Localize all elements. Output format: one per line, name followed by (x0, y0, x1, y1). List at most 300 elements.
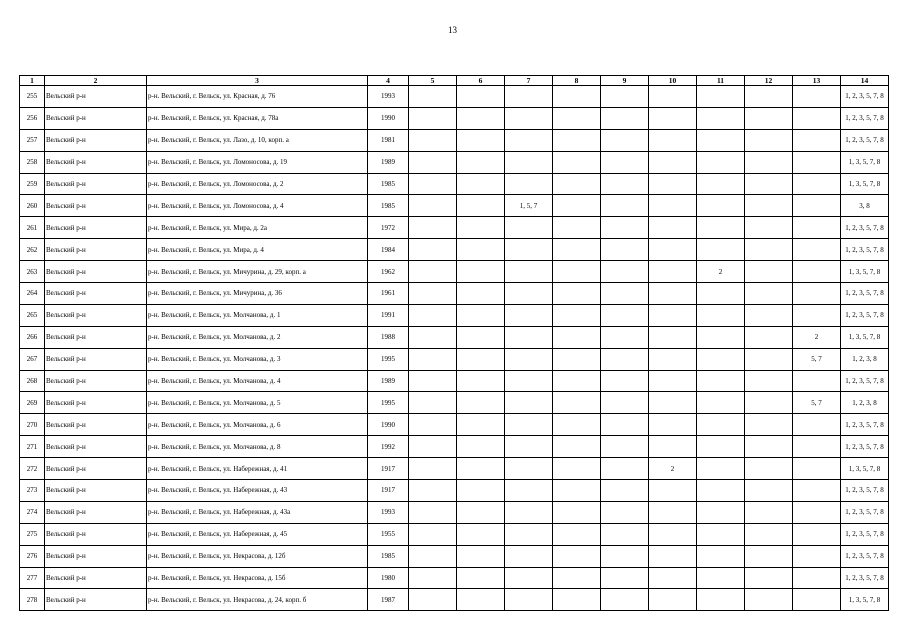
district-cell: Вельский р-н (45, 567, 147, 589)
mark-cell (409, 480, 457, 502)
table-row (20, 545, 889, 567)
mark-cell (745, 523, 793, 545)
mark-cell (409, 589, 457, 611)
mark-cell (457, 501, 505, 523)
table-row (20, 414, 889, 436)
mark-cell (745, 436, 793, 458)
year-cell: 1981 (368, 129, 409, 151)
mark-cell (793, 370, 841, 392)
district-cell: Вельский р-н (45, 261, 147, 283)
mark-cell (409, 545, 457, 567)
column-14-cell: 1, 2, 3, 5, 7, 8 (841, 217, 889, 239)
mark-cell (793, 129, 841, 151)
mark-cell (697, 86, 745, 108)
mark-cell (745, 501, 793, 523)
mark-cell (505, 239, 553, 261)
year-cell: 1987 (368, 589, 409, 611)
mark-cell (601, 567, 649, 589)
row-number-cell: 271 (20, 436, 45, 458)
year-cell: 1989 (368, 370, 409, 392)
year-cell: 1984 (368, 239, 409, 261)
district-cell: Вельский р-н (45, 348, 147, 370)
mark-cell (457, 107, 505, 129)
mark-cell: 5, 7 (793, 392, 841, 414)
district-cell: Вельский р-н (45, 458, 147, 480)
row-number-cell: 260 (20, 195, 45, 217)
mark-cell (697, 217, 745, 239)
address-cell: р-н. Вельский, г. Вельск, ул. Красная, д. 76 (147, 86, 368, 108)
mark-cell (697, 239, 745, 261)
mark-cell (649, 261, 697, 283)
district-cell: Вельский р-н (45, 523, 147, 545)
mark-cell (505, 304, 553, 326)
row-number-cell: 263 (20, 261, 45, 283)
mark-cell: 5, 7 (793, 348, 841, 370)
mark-cell (457, 151, 505, 173)
mark-cell (649, 589, 697, 611)
mark-cell (649, 86, 697, 108)
address-cell: р-н. Вельский, г. Вельск, ул. Молчанова, д. 2 (147, 326, 368, 348)
address-cell: р-н. Вельский, г. Вельск, ул. Красная, д. 78а (147, 107, 368, 129)
mark-cell (457, 589, 505, 611)
row-number-cell: 261 (20, 217, 45, 239)
mark-cell (601, 283, 649, 305)
mark-cell (553, 129, 601, 151)
column-14-cell: 1, 2, 3, 5, 7, 8 (841, 107, 889, 129)
mark-cell (505, 86, 553, 108)
mark-cell (697, 480, 745, 502)
address-cell: р-н. Вельский, г. Вельск, ул. Ломоносова, д. 2 (147, 173, 368, 195)
mark-cell (601, 458, 649, 480)
mark-cell (457, 239, 505, 261)
mark-cell: 2 (793, 326, 841, 348)
mark-cell (505, 173, 553, 195)
mark-cell (601, 326, 649, 348)
mark-cell (553, 348, 601, 370)
district-cell: Вельский р-н (45, 239, 147, 261)
year-cell: 1972 (368, 217, 409, 239)
mark-cell (697, 523, 745, 545)
row-number-cell: 256 (20, 107, 45, 129)
mark-cell (697, 304, 745, 326)
district-cell: Вельский р-н (45, 392, 147, 414)
header-cell: 4 (368, 76, 409, 86)
mark-cell (409, 151, 457, 173)
year-cell: 1955 (368, 523, 409, 545)
mark-cell (505, 458, 553, 480)
year-cell: 1988 (368, 326, 409, 348)
district-cell: Вельский р-н (45, 436, 147, 458)
mark-cell (697, 107, 745, 129)
column-14-cell: 1, 3, 5, 7, 8 (841, 261, 889, 283)
year-cell: 1993 (368, 501, 409, 523)
mark-cell (601, 523, 649, 545)
mark-cell (745, 458, 793, 480)
mark-cell (649, 283, 697, 305)
address-cell: р-н. Вельский, г. Вельск, ул. Мира, д. 4 (147, 239, 368, 261)
year-cell: 1993 (368, 86, 409, 108)
mark-cell (793, 458, 841, 480)
mark-cell (553, 304, 601, 326)
mark-cell (601, 239, 649, 261)
mark-cell (505, 129, 553, 151)
row-number-cell: 264 (20, 283, 45, 305)
mark-cell (409, 414, 457, 436)
year-cell: 1961 (368, 283, 409, 305)
district-cell: Вельский р-н (45, 107, 147, 129)
mark-cell (553, 239, 601, 261)
mark-cell (553, 195, 601, 217)
table-row (20, 370, 889, 392)
mark-cell (697, 283, 745, 305)
address-cell: р-н. Вельский, г. Вельск, ул. Молчанова, д. 8 (147, 436, 368, 458)
year-cell: 1992 (368, 436, 409, 458)
mark-cell (649, 239, 697, 261)
table-row (20, 436, 889, 458)
mark-cell (409, 173, 457, 195)
address-cell: р-н. Вельский, г. Вельск, ул. Некрасова, д. 15б (147, 567, 368, 589)
mark-cell (553, 173, 601, 195)
mark-cell (457, 567, 505, 589)
address-cell: р-н. Вельский, г. Вельск, ул. Некрасова, д. 12б (147, 545, 368, 567)
mark-cell (649, 523, 697, 545)
mark-cell (697, 414, 745, 436)
header-cell: 8 (553, 76, 601, 86)
row-number-cell: 268 (20, 370, 45, 392)
district-cell: Вельский р-н (45, 151, 147, 173)
header-cell: 12 (745, 76, 793, 86)
mark-cell (745, 326, 793, 348)
mark-cell (745, 239, 793, 261)
mark-cell (553, 567, 601, 589)
year-cell: 1995 (368, 348, 409, 370)
mark-cell (649, 217, 697, 239)
mark-cell (697, 458, 745, 480)
mark-cell (409, 458, 457, 480)
address-cell: р-н. Вельский, г. Вельск, ул. Молчанова, д. 1 (147, 304, 368, 326)
mark-cell (745, 392, 793, 414)
mark-cell (601, 414, 649, 436)
table-row (20, 392, 889, 414)
mark-cell (745, 129, 793, 151)
table-row (20, 195, 889, 217)
address-cell: р-н. Вельский, г. Вельск, ул. Набережная, д. 43а (147, 501, 368, 523)
header-cell: 14 (841, 76, 889, 86)
mark-cell (745, 151, 793, 173)
year-cell: 1995 (368, 392, 409, 414)
district-cell: Вельский р-н (45, 283, 147, 305)
mark-cell (649, 480, 697, 502)
mark-cell (649, 304, 697, 326)
year-cell: 1917 (368, 480, 409, 502)
mark-cell (649, 326, 697, 348)
table-body (20, 86, 889, 611)
year-cell: 1962 (368, 261, 409, 283)
district-cell: Вельский р-н (45, 414, 147, 436)
mark-cell (745, 261, 793, 283)
mark-cell (505, 283, 553, 305)
district-cell: Вельский р-н (45, 217, 147, 239)
table-row (20, 567, 889, 589)
mark-cell (409, 217, 457, 239)
mark-cell (697, 436, 745, 458)
mark-cell (649, 501, 697, 523)
header-row (20, 76, 889, 86)
mark-cell (505, 589, 553, 611)
mark-cell: 1, 5, 7 (505, 195, 553, 217)
mark-cell (553, 326, 601, 348)
mark-cell (457, 436, 505, 458)
table-row (20, 304, 889, 326)
mark-cell (745, 370, 793, 392)
header-cell: 6 (457, 76, 505, 86)
district-cell: Вельский р-н (45, 589, 147, 611)
table-row (20, 589, 889, 611)
mark-cell (409, 261, 457, 283)
mark-cell (409, 392, 457, 414)
table-row (20, 348, 889, 370)
row-number-cell: 269 (20, 392, 45, 414)
row-number-cell: 267 (20, 348, 45, 370)
mark-cell (457, 370, 505, 392)
address-cell: р-н. Вельский, г. Вельск, ул. Молчанова, д. 4 (147, 370, 368, 392)
mark-cell (553, 86, 601, 108)
address-cell: р-н. Вельский, г. Вельск, ул. Ломоносова, д. 4 (147, 195, 368, 217)
column-14-cell: 1, 2, 3, 5, 7, 8 (841, 501, 889, 523)
mark-cell (409, 129, 457, 151)
mark-cell (505, 523, 553, 545)
mark-cell (745, 86, 793, 108)
mark-cell (601, 545, 649, 567)
mark-cell (457, 414, 505, 436)
mark-cell (505, 480, 553, 502)
mark-cell (457, 195, 505, 217)
year-cell: 1985 (368, 195, 409, 217)
mark-cell (649, 195, 697, 217)
address-cell: р-н. Вельский, г. Вельск, ул. Мичурина, д. 29, корп. а (147, 261, 368, 283)
row-number-cell: 258 (20, 151, 45, 173)
column-14-cell: 1, 3, 5, 7, 8 (841, 589, 889, 611)
column-14-cell: 3, 8 (841, 195, 889, 217)
year-cell: 1985 (368, 173, 409, 195)
mark-cell (409, 567, 457, 589)
header-cell: 9 (601, 76, 649, 86)
column-14-cell: 1, 2, 3, 5, 7, 8 (841, 370, 889, 392)
mark-cell (697, 326, 745, 348)
table-row (20, 501, 889, 523)
column-14-cell: 1, 2, 3, 5, 7, 8 (841, 304, 889, 326)
mark-cell (505, 501, 553, 523)
mark-cell (601, 107, 649, 129)
mark-cell (409, 107, 457, 129)
mark-cell (457, 392, 505, 414)
year-cell: 1989 (368, 151, 409, 173)
row-number-cell: 278 (20, 589, 45, 611)
mark-cell (601, 173, 649, 195)
table-row (20, 326, 889, 348)
mark-cell (409, 436, 457, 458)
address-cell: р-н. Вельский, г. Вельск, ул. Ломоносова, д. 19 (147, 151, 368, 173)
year-cell: 1980 (368, 567, 409, 589)
table-row (20, 129, 889, 151)
table-row (20, 523, 889, 545)
address-cell: р-н. Вельский, г. Вельск, ул. Некрасова, д. 24, корп. б (147, 589, 368, 611)
column-14-cell: 1, 3, 5, 7, 8 (841, 458, 889, 480)
mark-cell (601, 392, 649, 414)
mark-cell (457, 480, 505, 502)
year-cell: 1917 (368, 458, 409, 480)
mark-cell (505, 567, 553, 589)
row-number-cell: 270 (20, 414, 45, 436)
row-number-cell: 255 (20, 86, 45, 108)
mark-cell (697, 501, 745, 523)
mark-cell (505, 326, 553, 348)
row-number-cell: 259 (20, 173, 45, 195)
mark-cell (505, 370, 553, 392)
table-row (20, 239, 889, 261)
mark-cell (553, 151, 601, 173)
mark-cell (697, 392, 745, 414)
mark-cell (601, 348, 649, 370)
mark-cell: 2 (697, 261, 745, 283)
header-cell: 11 (697, 76, 745, 86)
mark-cell (745, 107, 793, 129)
row-number-cell: 273 (20, 480, 45, 502)
mark-cell (457, 261, 505, 283)
mark-cell (793, 107, 841, 129)
header-cell: 1 (20, 76, 45, 86)
mark-cell (793, 501, 841, 523)
address-cell: р-н. Вельский, г. Вельск, ул. Молчанова, д. 6 (147, 414, 368, 436)
mark-cell (649, 173, 697, 195)
mark-cell (457, 545, 505, 567)
header-cell: 7 (505, 76, 553, 86)
mark-cell (793, 283, 841, 305)
mark-cell (553, 501, 601, 523)
mark-cell (409, 304, 457, 326)
mark-cell (505, 436, 553, 458)
year-cell: 1990 (368, 107, 409, 129)
mark-cell (697, 195, 745, 217)
mark-cell (793, 86, 841, 108)
mark-cell (793, 567, 841, 589)
mark-cell (457, 348, 505, 370)
mark-cell (553, 261, 601, 283)
mark-cell (505, 107, 553, 129)
column-14-cell: 1, 3, 5, 7, 8 (841, 151, 889, 173)
mark-cell (649, 129, 697, 151)
mark-cell (505, 545, 553, 567)
mark-cell (409, 348, 457, 370)
row-number-cell: 277 (20, 567, 45, 589)
column-14-cell: 1, 2, 3, 8 (841, 392, 889, 414)
header-cell: 5 (409, 76, 457, 86)
mark-cell (601, 589, 649, 611)
mark-cell (649, 151, 697, 173)
address-cell: р-н. Вельский, г. Вельск, ул. Молчанова, д. 5 (147, 392, 368, 414)
address-cell: р-н. Вельский, г. Вельск, ул. Набережная, д. 45 (147, 523, 368, 545)
header-cell: 2 (45, 76, 147, 86)
district-cell: Вельский р-н (45, 86, 147, 108)
column-14-cell: 1, 2, 3, 5, 7, 8 (841, 436, 889, 458)
mark-cell (697, 173, 745, 195)
mark-cell (793, 217, 841, 239)
mark-cell (745, 304, 793, 326)
row-number-cell: 257 (20, 129, 45, 151)
mark-cell (553, 392, 601, 414)
table-row (20, 217, 889, 239)
mark-cell (409, 239, 457, 261)
mark-cell (745, 173, 793, 195)
year-cell: 1985 (368, 545, 409, 567)
mark-cell (409, 501, 457, 523)
table-row (20, 86, 889, 108)
mark-cell (553, 370, 601, 392)
mark-cell (697, 545, 745, 567)
column-14-cell: 1, 2, 3, 5, 7, 8 (841, 129, 889, 151)
table-row (20, 261, 889, 283)
district-cell: Вельский р-н (45, 545, 147, 567)
district-cell: Вельский р-н (45, 304, 147, 326)
mark-cell (457, 304, 505, 326)
column-14-cell: 1, 2, 3, 5, 7, 8 (841, 480, 889, 502)
table-row (20, 480, 889, 502)
mark-cell (697, 151, 745, 173)
mark-cell (457, 129, 505, 151)
mark-cell (649, 107, 697, 129)
table-row (20, 151, 889, 173)
mark-cell (745, 195, 793, 217)
table-row (20, 283, 889, 305)
mark-cell (553, 589, 601, 611)
address-cell: р-н. Вельский, г. Вельск, ул. Мичурина, д. 36 (147, 283, 368, 305)
mark-cell (505, 217, 553, 239)
mark-cell (793, 523, 841, 545)
year-cell: 1990 (368, 414, 409, 436)
mark-cell (601, 480, 649, 502)
column-14-cell: 1, 2, 3, 5, 7, 8 (841, 239, 889, 261)
mark-cell (649, 567, 697, 589)
address-cell: р-н. Вельский, г. Вельск, ул. Молчанова, д. 3 (147, 348, 368, 370)
mark-cell (649, 370, 697, 392)
row-number-cell: 274 (20, 501, 45, 523)
row-number-cell: 265 (20, 304, 45, 326)
registry-table (19, 75, 889, 611)
mark-cell (649, 348, 697, 370)
mark-cell (601, 304, 649, 326)
mark-cell (601, 129, 649, 151)
mark-cell (793, 261, 841, 283)
mark-cell (457, 283, 505, 305)
mark-cell (697, 370, 745, 392)
table-row (20, 107, 889, 129)
district-cell: Вельский р-н (45, 326, 147, 348)
mark-cell (505, 151, 553, 173)
mark-cell (745, 567, 793, 589)
mark-cell (457, 86, 505, 108)
mark-cell (745, 414, 793, 436)
mark-cell (409, 326, 457, 348)
mark-cell (601, 86, 649, 108)
mark-cell (745, 217, 793, 239)
mark-cell (745, 283, 793, 305)
mark-cell (649, 392, 697, 414)
mark-cell (745, 545, 793, 567)
district-cell: Вельский р-н (45, 501, 147, 523)
mark-cell (553, 458, 601, 480)
mark-cell (457, 173, 505, 195)
row-number-cell: 262 (20, 239, 45, 261)
